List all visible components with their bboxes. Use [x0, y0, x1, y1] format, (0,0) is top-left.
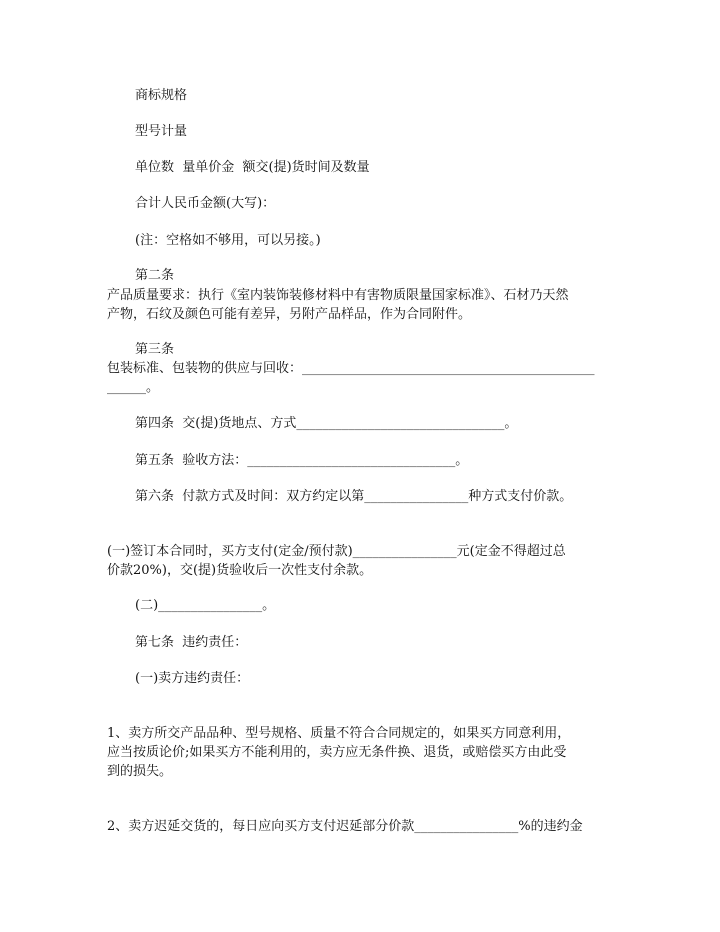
article-4-line: 第四条 交(提)货地点、方式________________________________。	[135, 416, 518, 431]
article-3-heading: 第三条	[135, 342, 175, 357]
note-line: (注：空格如不够用，可以另接。)	[135, 233, 321, 248]
seller-clause-1-text-1: 1、卖方所交产品品种、型号规格、质量不符合合同规定的，如果买方同意利用，	[107, 726, 571, 741]
payment-2-line: (二)________________。	[135, 598, 276, 613]
payment-1-text-2: 价款20%)，交(提)货验收后一次性支付余款。	[107, 563, 373, 578]
article-2-text-2: 产物，石纹及颜色可能有差异，另附产品样品，作为合同附件。	[107, 307, 472, 322]
spec-header-line-3: 单位数 量单价金 额交(提)货时间及数量	[135, 160, 370, 175]
article-5-line: 第五条 验收方法：________________________________。	[135, 453, 469, 468]
article-3-text-2: ______。	[107, 380, 160, 395]
seller-clause-1-text-2: 应当按质论价;如果买方不能利用的，卖方应无条件换、退货，或赔偿买方由此受	[107, 745, 567, 760]
article-6-line: 第六条 付款方式及时间：双方约定以第________________种方式支付价款。	[135, 489, 573, 504]
article-2-heading: 第二条	[135, 268, 175, 283]
article-7-heading: 第七条 违约责任：	[135, 635, 248, 650]
seller-liability-heading: (一)卖方违约责任：	[135, 671, 250, 686]
total-amount-line: 合计人民币金额(大写)：	[135, 196, 276, 211]
seller-clause-1-text-3: 到的损失。	[107, 764, 173, 779]
spec-header-line-1: 商标规格	[135, 88, 188, 103]
seller-clause-2-text-1: 2、卖方迟延交货的，每日应向买方支付迟延部分价款________________%的违约金	[107, 819, 583, 834]
article-2-text-1: 产品质量要求：执行《室内装饰装修材料中有害物质限量国家标准》、石材乃天然	[107, 288, 569, 303]
payment-1-text-1: (一)签订本合同时，买方支付(定金/预付款)________________元(定金不得超过总	[107, 544, 566, 559]
spec-header-line-2: 型号计量	[135, 124, 188, 139]
article-3-text-1: 包装标准、包装物的供应与回收：_____________________________________________	[107, 361, 595, 376]
